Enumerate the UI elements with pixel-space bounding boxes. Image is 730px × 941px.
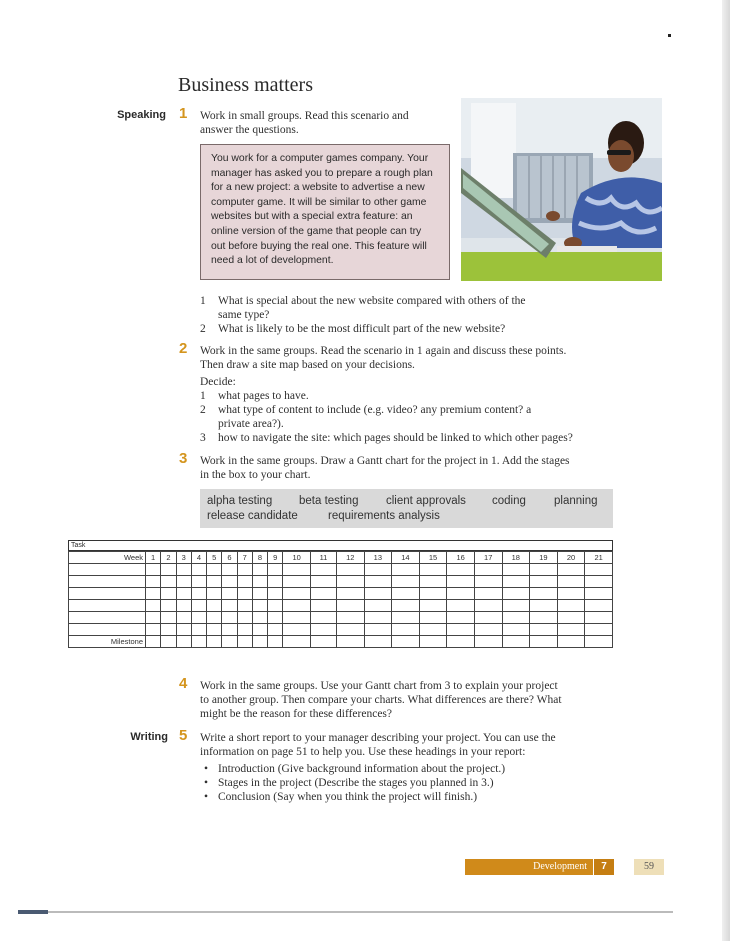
gantt-cell	[419, 636, 447, 648]
scenario-line: need a lot of development.	[211, 255, 334, 267]
gantt-cell	[283, 564, 311, 576]
gantt-cell	[585, 624, 613, 636]
gantt-cell	[268, 624, 283, 636]
gantt-cell	[502, 624, 530, 636]
gantt-cell	[502, 564, 530, 576]
gantt-cell	[447, 600, 475, 612]
gantt-cell	[283, 576, 311, 588]
gantt-cell	[252, 624, 267, 636]
gantt-cell	[191, 576, 206, 588]
bullet-conclusion: Conclusion (Say when you think the project will finish.)	[218, 791, 478, 803]
question-2-line-1: What is likely to be the most difficult part of the new website?	[218, 323, 506, 335]
gantt-cell	[146, 612, 161, 624]
footer-page-number: 59	[634, 859, 664, 875]
gantt-cell	[336, 600, 364, 612]
gantt-cell	[474, 612, 502, 624]
stage-alpha-testing: alpha testing	[207, 495, 273, 507]
gantt-cell	[392, 564, 420, 576]
gantt-cell	[237, 600, 252, 612]
point-2-number: 2	[200, 404, 206, 416]
gantt-empty-row-label	[69, 588, 146, 600]
stage-client-approvals: client approvals	[386, 495, 466, 507]
gantt-cell	[530, 612, 558, 624]
week-number-cell: 6	[222, 552, 237, 564]
gantt-cell	[502, 612, 530, 624]
gantt-cell	[585, 564, 613, 576]
gantt-empty-row-label	[69, 564, 146, 576]
gantt-cell	[474, 636, 502, 648]
week-number-cell: 21	[585, 552, 613, 564]
gantt-cell	[364, 588, 392, 600]
gantt-cell	[252, 612, 267, 624]
gantt-cell	[364, 600, 392, 612]
week-number-cell: 9	[268, 552, 283, 564]
task-3-line-2: in the box to your chart.	[200, 469, 311, 481]
task-1-number: 1	[179, 105, 188, 122]
task-3-line-1: Work in the same groups. Draw a Gantt chart for the project in 1. Add the stages	[200, 455, 570, 467]
gantt-cell	[502, 600, 530, 612]
gantt-cell	[176, 564, 191, 576]
gantt-cell	[392, 588, 420, 600]
gantt-cell	[283, 636, 311, 648]
gantt-cell	[336, 624, 364, 636]
bullet-icon: •	[204, 777, 209, 789]
gantt-cell	[392, 636, 420, 648]
gantt-cell	[530, 636, 558, 648]
week-number-cell: 20	[557, 552, 585, 564]
week-number-cell: 16	[447, 552, 475, 564]
gantt-cell	[530, 624, 558, 636]
gantt-cell	[146, 564, 161, 576]
gantt-cell	[364, 564, 392, 576]
gantt-cell	[585, 636, 613, 648]
gantt-cell	[530, 564, 558, 576]
gantt-empty-row	[69, 588, 613, 600]
gantt-empty-row-label	[69, 624, 146, 636]
stage-coding: coding	[492, 495, 526, 507]
gantt-cell	[252, 600, 267, 612]
week-number-cell: 15	[419, 552, 447, 564]
gantt-cell	[447, 624, 475, 636]
gantt-cell	[310, 624, 336, 636]
week-number-cell: 17	[474, 552, 502, 564]
stage-release-candidate: release candidate	[207, 510, 298, 522]
gantt-cell	[557, 636, 585, 648]
gantt-cell	[364, 612, 392, 624]
gantt-cell	[146, 576, 161, 588]
gantt-cell	[161, 612, 176, 624]
question-1-number: 1	[200, 295, 206, 307]
task-4-line-3: might be the reason for these differences?	[200, 708, 393, 720]
gantt-cell	[585, 576, 613, 588]
task-4-line-1: Work in the same groups. Use your Gantt chart from 3 to explain your project	[200, 680, 558, 692]
gantt-empty-row	[69, 600, 613, 612]
gantt-cell	[161, 564, 176, 576]
gantt-cell	[557, 612, 585, 624]
gantt-empty-row	[69, 624, 613, 636]
gantt-cell	[419, 624, 447, 636]
scenario-line: websites but with a special extra feature: an	[211, 211, 413, 223]
gantt-cell	[557, 564, 585, 576]
scenario-line: for a new project: a website to advertise a new	[211, 182, 425, 194]
gantt-cell	[191, 564, 206, 576]
scenario-box	[200, 144, 450, 280]
bullet-icon: •	[204, 763, 209, 775]
gantt-cell	[268, 612, 283, 624]
gantt-cell	[392, 576, 420, 588]
gantt-cell	[585, 600, 613, 612]
gantt-cell	[336, 576, 364, 588]
scenario-line: computer game. It will be similar to other game	[211, 196, 427, 208]
gantt-cell	[268, 588, 283, 600]
gantt-cell	[222, 612, 237, 624]
gantt-cell	[392, 624, 420, 636]
gantt-cell	[364, 636, 392, 648]
gantt-cell	[283, 612, 311, 624]
gantt-cell	[310, 576, 336, 588]
week-number-cell: 18	[502, 552, 530, 564]
scenario-line: out before buying the real one. This feature will	[211, 240, 427, 252]
gantt-cell	[364, 624, 392, 636]
gantt-week-row-label: Week	[69, 552, 146, 564]
scan-bottom-line	[18, 911, 673, 913]
question-1-line-2: same type?	[218, 309, 270, 321]
gantt-cell	[283, 588, 311, 600]
gantt-cell	[191, 636, 206, 648]
gantt-cell	[146, 588, 161, 600]
task-3-number: 3	[179, 450, 188, 467]
gantt-cell	[161, 624, 176, 636]
gantt-cell	[237, 576, 252, 588]
gantt-cell	[283, 624, 311, 636]
gantt-cell	[336, 588, 364, 600]
gantt-cell	[557, 600, 585, 612]
gantt-cell	[419, 576, 447, 588]
week-number-cell: 1	[146, 552, 161, 564]
photo-man-at-computer	[461, 98, 662, 281]
gantt-cell	[237, 636, 252, 648]
gantt-cell	[207, 600, 222, 612]
gantt-cell	[474, 624, 502, 636]
gantt-cell	[336, 636, 364, 648]
week-number-cell: 2	[161, 552, 176, 564]
gantt-cell	[268, 576, 283, 588]
point-2-line-2: private area?).	[218, 418, 284, 430]
gantt-cell	[502, 636, 530, 648]
gantt-cell	[585, 588, 613, 600]
gantt-cell	[207, 564, 222, 576]
stage-requirements-analysis: requirements analysis	[328, 510, 440, 522]
gantt-cell	[310, 600, 336, 612]
gantt-milestone-row	[69, 636, 613, 648]
footer-unit-number: 7	[594, 859, 614, 875]
gantt-cell	[336, 564, 364, 576]
gantt-cell	[447, 576, 475, 588]
task-1-instruction-line-1: Work in small groups. Read this scenario and	[200, 110, 409, 122]
gantt-cell	[237, 624, 252, 636]
speaking-label: Speaking	[117, 109, 166, 121]
gantt-cell	[474, 564, 502, 576]
gantt-cell	[252, 564, 267, 576]
gantt-cell	[364, 576, 392, 588]
gantt-cell	[419, 612, 447, 624]
gantt-cell	[474, 600, 502, 612]
gantt-cell	[310, 564, 336, 576]
gantt-cell	[191, 600, 206, 612]
gantt-cell	[268, 636, 283, 648]
gantt-cell	[419, 600, 447, 612]
gantt-cell	[557, 576, 585, 588]
scenario-line: You work for a computer games company. Your	[211, 153, 429, 164]
gantt-cell	[222, 636, 237, 648]
week-number-cell: 10	[283, 552, 311, 564]
task-2-line-1: Work in the same groups. Read the scenario in 1 again and discuss these points.	[200, 345, 567, 357]
gantt-empty-row	[69, 564, 613, 576]
page-title: Business matters	[178, 74, 313, 96]
point-3-number: 3	[200, 432, 206, 444]
gantt-cell	[146, 636, 161, 648]
point-3-line-1: how to navigate the site: which pages should be linked to which other pages?	[218, 432, 573, 444]
task-4-number: 4	[179, 675, 188, 692]
gantt-cell	[474, 576, 502, 588]
gantt-cell	[447, 612, 475, 624]
gantt-cell	[161, 576, 176, 588]
gantt-cell	[557, 588, 585, 600]
bullet-icon: •	[204, 791, 209, 803]
question-1-line-1: What is special about the new website compared with others of the	[218, 295, 526, 307]
gantt-cell	[447, 588, 475, 600]
gantt-cell	[161, 588, 176, 600]
gantt-cell	[419, 588, 447, 600]
gantt-cell	[310, 588, 336, 600]
gantt-cell	[252, 588, 267, 600]
gantt-cell	[252, 636, 267, 648]
gantt-cell	[222, 564, 237, 576]
point-1-line-1: what pages to have.	[218, 390, 309, 402]
scenario-line: online version of the game that people can try	[211, 225, 422, 237]
gantt-cell	[268, 564, 283, 576]
gantt-cell	[237, 564, 252, 576]
bullet-stages: Stages in the project (Describe the stages you planned in 3.)	[218, 777, 494, 789]
gantt-empty-row	[69, 576, 613, 588]
gantt-milestone-row-label: Milestone	[69, 636, 146, 648]
task-4-line-2: to another group. Then compare your charts. What differences are there? What	[200, 694, 562, 706]
gantt-cell	[176, 576, 191, 588]
gantt-cell	[207, 612, 222, 624]
week-number-cell: 4	[191, 552, 206, 564]
gantt-cell	[176, 612, 191, 624]
gantt-cell	[146, 624, 161, 636]
gantt-cell	[252, 576, 267, 588]
gantt-cell	[161, 600, 176, 612]
gantt-cell	[191, 612, 206, 624]
photo-illustration	[461, 98, 662, 281]
gantt-cell	[283, 600, 311, 612]
gantt-cell	[237, 612, 252, 624]
page-edge-shadow	[722, 0, 730, 941]
gantt-cell	[222, 624, 237, 636]
week-number-cell: 11	[310, 552, 336, 564]
week-number-cell: 7	[237, 552, 252, 564]
gantt-cell	[268, 600, 283, 612]
task-1-instruction-line-2: answer the questions.	[200, 124, 299, 136]
gantt-cell	[557, 624, 585, 636]
gantt-cell	[146, 600, 161, 612]
gantt-cell	[191, 624, 206, 636]
week-number-cell: 5	[207, 552, 222, 564]
week-number-cell: 12	[336, 552, 364, 564]
point-1-number: 1	[200, 390, 206, 402]
gantt-cell	[530, 576, 558, 588]
gantt-cell	[419, 564, 447, 576]
gantt-cell	[191, 588, 206, 600]
gantt-cell	[585, 612, 613, 624]
gantt-cell	[222, 576, 237, 588]
writing-label: Writing	[130, 731, 168, 743]
speck	[668, 34, 671, 37]
week-number-cell: 8	[252, 552, 267, 564]
gantt-table	[68, 551, 613, 648]
gantt-task-label: Task	[68, 540, 613, 551]
week-number-cell: 14	[392, 552, 420, 564]
gantt-cell	[176, 600, 191, 612]
gantt-cell	[222, 600, 237, 612]
gantt-cell	[310, 612, 336, 624]
gantt-cell	[207, 624, 222, 636]
gantt-cell	[310, 636, 336, 648]
gantt-cell	[392, 612, 420, 624]
gantt-cell	[207, 588, 222, 600]
task-5-number: 5	[179, 727, 188, 744]
gantt-cell	[392, 600, 420, 612]
gantt-week-row	[69, 552, 613, 564]
gantt-empty-row-label	[69, 612, 146, 624]
gantt-cell	[237, 588, 252, 600]
gantt-empty-row-label	[69, 576, 146, 588]
question-2-number: 2	[200, 323, 206, 335]
task-5-line-1: Write a short report to your manager describing your project. You can use the	[200, 732, 556, 744]
task-2-number: 2	[179, 340, 188, 357]
task-2-line-2: Then draw a site map based on your decisions.	[200, 359, 415, 371]
gantt-cell	[447, 636, 475, 648]
footer-unit-bar	[465, 859, 593, 875]
gantt-cell	[176, 636, 191, 648]
gantt-cell	[176, 588, 191, 600]
stages-box	[200, 489, 613, 528]
gantt-cell	[207, 576, 222, 588]
scan-bottom-mark	[18, 910, 48, 914]
gantt-cell	[530, 588, 558, 600]
gantt-empty-row	[69, 612, 613, 624]
decide-label: Decide:	[200, 376, 236, 388]
gantt-cell	[161, 636, 176, 648]
gantt-cell	[530, 600, 558, 612]
gantt-empty-row-label	[69, 600, 146, 612]
week-number-cell: 19	[530, 552, 558, 564]
week-number-cell: 13	[364, 552, 392, 564]
stage-beta-testing: beta testing	[299, 495, 359, 507]
gantt-cell	[502, 588, 530, 600]
footer-unit-name: Development	[533, 861, 587, 872]
point-2-line-1: what type of content to include (e.g. video? any premium content? a	[218, 404, 532, 416]
gantt-cell	[336, 612, 364, 624]
gantt-cell	[447, 564, 475, 576]
task-5-line-2: information on page 51 to help you. Use these headings in your report:	[200, 746, 526, 758]
week-number-cell: 3	[176, 552, 191, 564]
gantt-cell	[502, 576, 530, 588]
stage-planning: planning	[554, 495, 598, 507]
gantt-cell	[474, 588, 502, 600]
scenario-line: manager has asked you to prepare a rough plan	[211, 167, 433, 179]
gantt-cell	[207, 636, 222, 648]
gantt-cell	[176, 624, 191, 636]
bullet-introduction: Introduction (Give background information about the project.)	[218, 763, 506, 775]
gantt-cell	[222, 588, 237, 600]
